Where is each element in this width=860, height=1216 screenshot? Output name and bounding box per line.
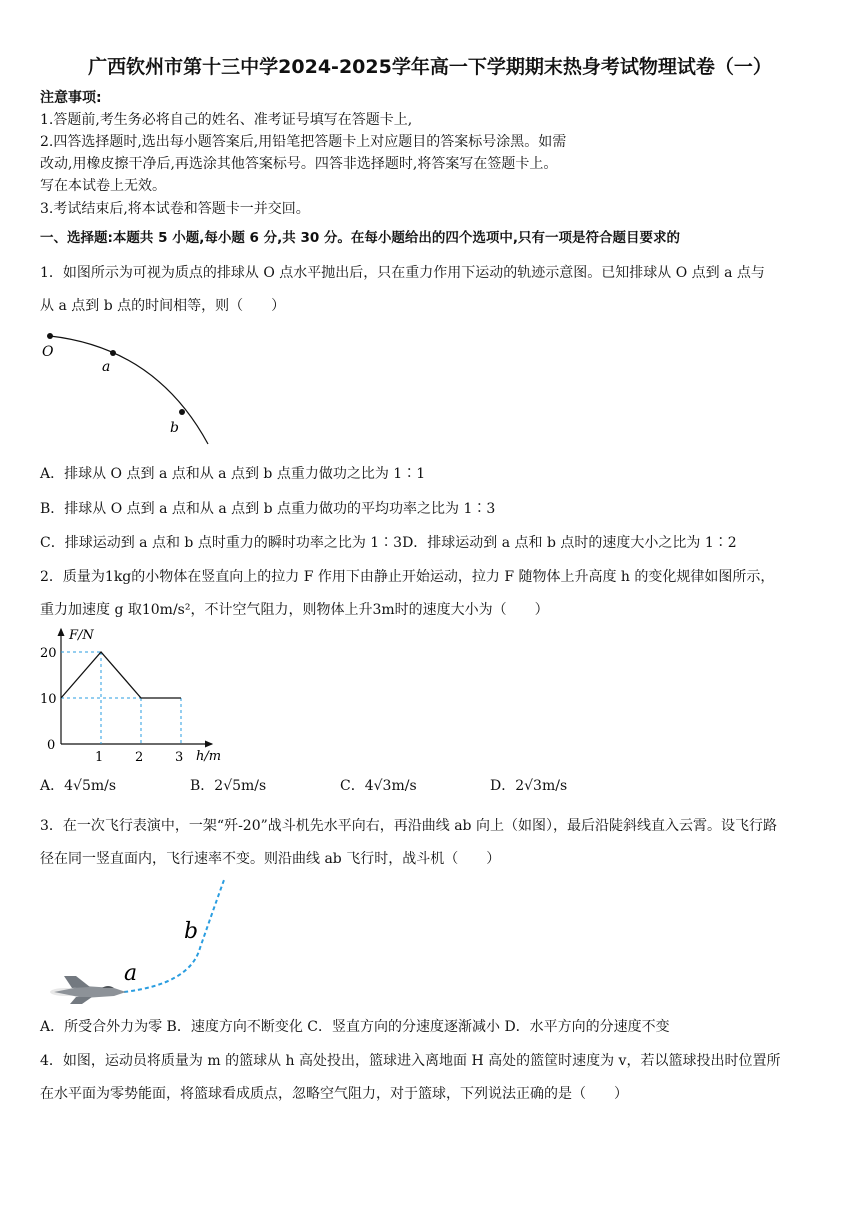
q4-stem: 在水平面为零势能面，将篮球看成质点，忽略空气阻力，对于篮球，下列说法正确的是（ ）: [40, 1086, 628, 1102]
label-a: a: [102, 359, 111, 375]
q1-trajectory-figure: [36, 328, 226, 450]
notice-line: 1.答题前,考生务必将自己的姓名、准考证号填写在答题卡上,: [40, 112, 413, 128]
force-curve: [61, 652, 181, 698]
y-axis-label: F/N: [69, 628, 94, 643]
q2-stem: 重力加速度 g 取10m/s²，不计空气阻力，则物体上升3m时的速度大小为（ ）: [40, 602, 549, 618]
q3-options: A．所受合外力为零 B．速度方向不断变化 C．竖直方向的分速度逐渐减小 D．水平方向的分速度不变: [40, 1019, 670, 1035]
q4-stem: 4．如图，运动员将质量为 m 的篮球从 h 高处投出，篮球进入离地面 H 高处的篮筐时速度为 v，若以篮球投出时位置所: [40, 1053, 781, 1069]
y-tick-label: 0: [47, 738, 56, 753]
q2-stem: 2．质量为1kg的小物体在竖直向上的拉力 F 作用下由静止开始运动，拉力 F 随物体上升高度 h 的变化规律如图所示，: [40, 569, 775, 585]
q1-stem: 1．如图所示为可视为质点的排球从 O 点水平抛出后，只在重力作用下运动的轨迹示意图。已知排球从 O 点到 a 点与: [40, 265, 765, 281]
notice-line: 改动,用橡皮擦干净后,再选涂其他答案标号。四答非选择题时,将答案写在签题卡上。: [40, 156, 558, 172]
x-axis-label: h/m: [196, 749, 222, 764]
point-a: [110, 350, 116, 356]
label-b: b: [170, 420, 179, 436]
q1-option-a: A．排球从 O 点到 a 点和从 a 点到 b 点重力做功之比为 1∶1: [40, 466, 426, 482]
notice-line: 2.四答选择题时,选出每小题答案后,用铅笔把答题卡上对应题目的答案标号涂黑。如需: [40, 134, 567, 150]
point-b: [179, 409, 185, 415]
x-tick-label: 2: [135, 750, 144, 765]
label-o: O: [42, 344, 54, 360]
q2-option-d: D．2√3m/s: [490, 778, 568, 794]
q1-option-b: B．排球从 O 点到 a 点和从 a 点到 b 点重力做功的平均功率之比为 1∶3: [40, 501, 496, 517]
q2-option-b: B．2√5m/s: [190, 778, 267, 794]
q1-option-cd: C．排球运动到 a 点和 b 点时重力的瞬时功率之比为 1∶3D．排球运动到 a 点和 b 点时的速度大小之比为 1∶2: [40, 535, 737, 551]
label-b: b: [184, 919, 199, 944]
x-tick-label: 3: [175, 750, 184, 765]
point-o: [47, 333, 53, 339]
q3-stem: 3．在一次飞行表演中，一架“歼-20”战斗机先水平向右，再沿曲线 ab 向上（如图），最后沿陡斜线直入云霄。设飞行路: [40, 818, 777, 834]
q1-stem: 从 a 点到 b 点的时间相等，则（ ）: [40, 298, 286, 314]
y-tick-label: 20: [40, 646, 57, 661]
q3-stem: 径在同一竖直面内，飞行速率不变。则沿曲线 ab 飞行时，战斗机（ ）: [40, 851, 501, 867]
label-a: a: [124, 961, 138, 986]
page-title: 广西钦州市第十三中学2024-2025学年高一下学期期末热身考试物理试卷（一）: [88, 56, 772, 78]
notice-line: 3.考试结束后,将本试卷和答题卡一并交回。: [40, 201, 310, 217]
q2-option-a: A．4√5m/s: [40, 778, 117, 794]
flight-path: [124, 880, 224, 992]
notice-heading: 注意事项:: [40, 90, 102, 106]
section-heading: 一、选择题:本题共 5 小题,每小题 6 分,共 30 分。在每小题给出的四个选项中,只有一项是符合题目要求的: [40, 230, 681, 246]
trajectory-curve: [50, 336, 208, 444]
q3-flight-path-figure: [40, 876, 240, 1006]
y-tick-label: 10: [40, 692, 57, 707]
x-tick-label: 1: [95, 750, 104, 765]
notice-line: 写在本试卷上无效。: [40, 178, 166, 194]
q2-force-height-graph: [36, 624, 226, 766]
q2-option-c: C．4√3m/s: [340, 778, 417, 794]
fighter-jet-icon: [50, 976, 126, 1004]
